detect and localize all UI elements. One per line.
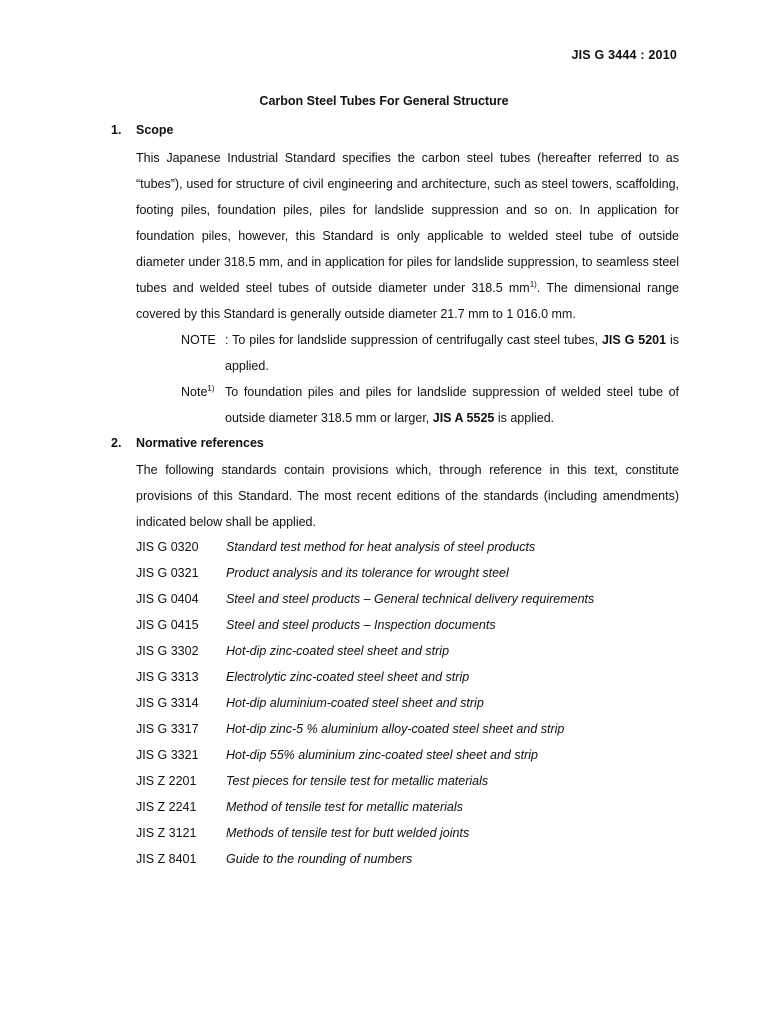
reference-title: Hot-dip zinc-5 % aluminium alloy-coated steel sheet and strip <box>226 722 565 736</box>
normative-intro-paragraph: The following standards contain provisions which, through reference in this text, constitute provisions of this Standard. The most recent editions of the standards (including amendments) indicated below shall be applied. <box>136 463 679 529</box>
footnote-marker: 1) <box>529 280 537 289</box>
standard-reference: JIS A 5525 <box>432 411 495 425</box>
reference-code: JIS G 0320 <box>136 540 199 554</box>
section-heading-scope <box>111 123 174 137</box>
reference-code: JIS Z 2241 <box>136 800 197 814</box>
reference-title: Hot-dip 55% aluminium zinc-coated steel sheet and strip <box>226 748 538 762</box>
reference-title: Test pieces for tensile test for metallic materials <box>226 774 489 788</box>
reference-item <box>136 794 696 820</box>
reference-title: Hot-dip aluminium-coated steel sheet and strip <box>226 696 484 710</box>
standard-code-header: JIS G 3444 : 2010 <box>571 48 677 62</box>
reference-item <box>136 690 696 716</box>
section-title: Scope <box>136 123 174 137</box>
note-label: NOTE <box>181 333 216 347</box>
reference-title: Standard test method for heat analysis of steel products <box>226 540 536 554</box>
reference-item <box>136 638 696 664</box>
reference-code: JIS G 3314 <box>136 696 199 710</box>
scope-paragraph <box>136 145 679 327</box>
reference-code: JIS G 3302 <box>136 644 199 658</box>
section-number: 1. <box>111 123 122 137</box>
reference-code: JIS Z 2201 <box>136 774 197 788</box>
scope-text-1: This Japanese Industrial Standard specifies the carbon steel tubes (hereafter referred to as “tubes”), used for structure of civil engineering and architecture, such as steel towers, scaffolding, footing piles, foundation piles, piles for landslide suppression and so on. In application for foundation piles, however, this Standard is only applicable to welded steel tube of outside diameter under 318.5 mm, and in application for piles for landslide suppression, to seamless steel tubes and welded steel tubes of outside diameter under 318.5 mm <box>136 151 679 295</box>
reference-item <box>136 716 696 742</box>
reference-item <box>136 664 696 690</box>
standard-reference: JIS G 5201 <box>601 333 667 347</box>
reference-code: JIS G 0404 <box>136 592 199 606</box>
note-body: : To piles for landslide suppression of centrifugally cast steel tubes, JIS G 5201 is applied. <box>225 333 679 373</box>
reference-item <box>136 768 696 794</box>
reference-title: Steel and steel products – General technical delivery requirements <box>226 592 595 606</box>
document-title: Carbon Steel Tubes For General Structure <box>259 94 509 108</box>
reference-title: Guide to the rounding of numbers <box>226 852 413 866</box>
reference-code: JIS G 0321 <box>136 566 199 580</box>
reference-title: Method of tensile test for metallic materials <box>226 800 463 814</box>
reference-item <box>136 534 696 560</box>
note-label: Note$^{1)}$ <box>181 384 215 399</box>
reference-code: JIS G 0415 <box>136 618 199 632</box>
reference-item <box>136 560 696 586</box>
section-title: Normative references <box>136 436 264 450</box>
reference-title: Steel and steel products – Inspection documents <box>226 618 496 632</box>
section-number: 2. <box>111 436 122 450</box>
reference-item <box>136 846 696 872</box>
reference-code: JIS G 3313 <box>136 670 199 684</box>
reference-item <box>136 742 696 768</box>
reference-code: JIS Z 8401 <box>136 852 197 866</box>
note-1 <box>181 327 679 379</box>
section-heading-normative-references <box>111 436 264 450</box>
note-body: To foundation piles and piles for landslide suppression of welded steel tube of outside diameter 318.5 mm or larger, JIS A 5525 is applied. <box>225 385 679 425</box>
reference-title: Electrolytic zinc-coated steel sheet and strip <box>226 670 470 684</box>
reference-item <box>136 820 696 846</box>
reference-code: JIS G 3321 <box>136 748 199 762</box>
reference-title: Methods of tensile test for butt welded joints <box>226 826 470 840</box>
reference-title: Product analysis and its tolerance for wrought steel <box>226 566 509 580</box>
reference-title: Hot-dip zinc-coated steel sheet and strip <box>226 644 450 658</box>
reference-item <box>136 586 696 612</box>
scope-text-2: . The dimensional range covered by this Standard is generally outside diameter 21.7 mm to 1 016.0 mm. <box>136 281 679 321</box>
reference-code: JIS G 3317 <box>136 722 199 736</box>
note-2 <box>181 379 679 431</box>
reference-item <box>136 612 696 638</box>
reference-code: JIS Z 3121 <box>136 826 197 840</box>
reference-list <box>136 534 696 872</box>
